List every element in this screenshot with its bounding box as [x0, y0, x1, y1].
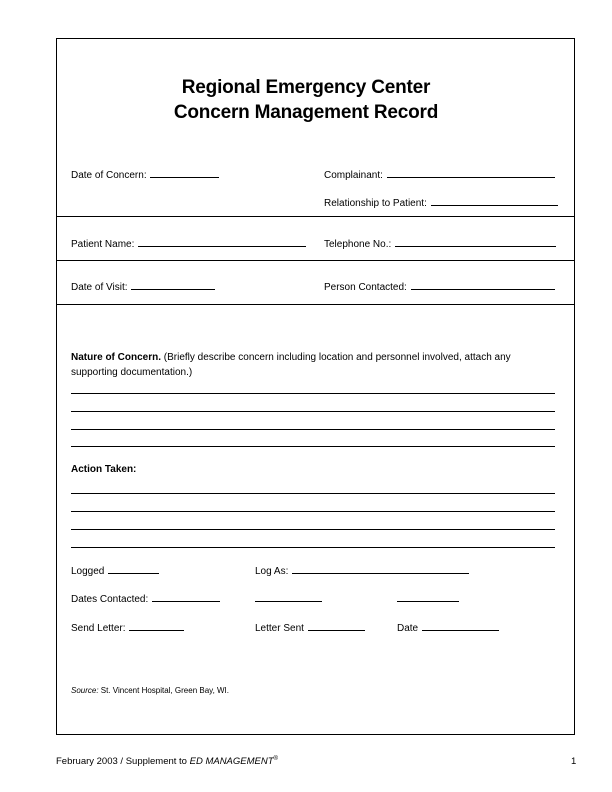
- nature-line[interactable]: [71, 411, 555, 412]
- source-text: St. Vincent Hospital, Green Bay, WI.: [98, 686, 230, 695]
- action-line[interactable]: [71, 529, 555, 530]
- send-letter-input[interactable]: [129, 622, 184, 631]
- action-line[interactable]: [71, 511, 555, 512]
- page-number: 1: [571, 756, 577, 767]
- letter-sent-input[interactable]: [308, 622, 365, 631]
- logged-input[interactable]: [108, 565, 159, 574]
- nature-line[interactable]: [71, 446, 555, 447]
- dates-contacted-input-1[interactable]: [152, 593, 220, 602]
- patient-name-input[interactable]: [138, 238, 306, 247]
- title-line-1: Regional Emergency Center: [181, 77, 431, 98]
- telephone-input[interactable]: [395, 238, 556, 247]
- relationship-field: [324, 197, 558, 210]
- log-as-label: Log As:: [255, 566, 289, 577]
- section-divider: [56, 304, 575, 305]
- nature-of-concern-text: (Briefly describe concern including location and personnel involved, attach any supporting documentation.): [71, 352, 511, 378]
- form-title: [0, 75, 612, 125]
- registered-mark: ®: [273, 756, 278, 762]
- send-letter-label: Send Letter:: [71, 623, 126, 634]
- date-label: Date: [397, 623, 419, 634]
- relationship-input[interactable]: [431, 197, 558, 206]
- nature-of-concern-instructions: [71, 350, 541, 380]
- log-as-input[interactable]: [292, 565, 469, 574]
- page-footer: [56, 756, 278, 767]
- complainant-label: Complainant:: [324, 170, 383, 181]
- date-of-visit-field: [71, 281, 215, 294]
- source-label: Source:: [71, 686, 99, 695]
- date-of-concern-label: Date of Concern:: [71, 170, 147, 181]
- date-of-visit-input[interactable]: [131, 281, 215, 290]
- nature-line[interactable]: [71, 393, 555, 394]
- date-input[interactable]: [422, 622, 499, 631]
- dates-contacted-field: [71, 593, 220, 606]
- logged-field: [71, 565, 159, 578]
- person-contacted-field: [324, 281, 555, 294]
- action-line[interactable]: [71, 493, 555, 494]
- patient-name-label: Patient Name:: [71, 239, 135, 250]
- source-note: [71, 686, 229, 695]
- nature-of-concern-heading: Nature of Concern.: [71, 352, 162, 363]
- logged-label: Logged: [71, 566, 105, 577]
- telephone-label: Telephone No.:: [324, 239, 392, 250]
- nature-line[interactable]: [71, 429, 555, 430]
- complainant-field: [324, 169, 555, 182]
- section-divider: [56, 216, 575, 217]
- footer-publication: ED MANAGEMENT: [189, 756, 274, 768]
- complainant-input[interactable]: [387, 169, 555, 178]
- dates-contacted-input-2[interactable]: [255, 593, 322, 602]
- relationship-label: Relationship to Patient:: [324, 198, 427, 209]
- send-letter-field: [71, 622, 184, 635]
- log-as-field: [255, 565, 469, 578]
- dates-contacted-label: Dates Contacted:: [71, 594, 149, 605]
- patient-name-field: [71, 238, 306, 251]
- action-line[interactable]: [71, 547, 555, 548]
- date-of-concern-input[interactable]: [150, 169, 219, 178]
- letter-sent-label: Letter Sent: [255, 623, 304, 634]
- person-contacted-label: Person Contacted:: [324, 282, 407, 293]
- dates-contacted-field-2: [254, 593, 322, 606]
- footer-text: February 2003 / Supplement to: [56, 756, 190, 768]
- date-field: [397, 622, 499, 635]
- letter-sent-field: [255, 622, 365, 635]
- date-of-visit-label: Date of Visit:: [71, 282, 128, 293]
- person-contacted-input[interactable]: [411, 281, 555, 290]
- telephone-field: [324, 238, 556, 251]
- dates-contacted-input-3[interactable]: [397, 593, 459, 602]
- section-divider: [56, 260, 575, 261]
- action-taken-heading: Action Taken:: [71, 464, 137, 475]
- date-of-concern-field: [71, 169, 219, 182]
- title-line-2: Concern Management Record: [173, 102, 439, 123]
- dates-contacted-field-3: [396, 593, 459, 606]
